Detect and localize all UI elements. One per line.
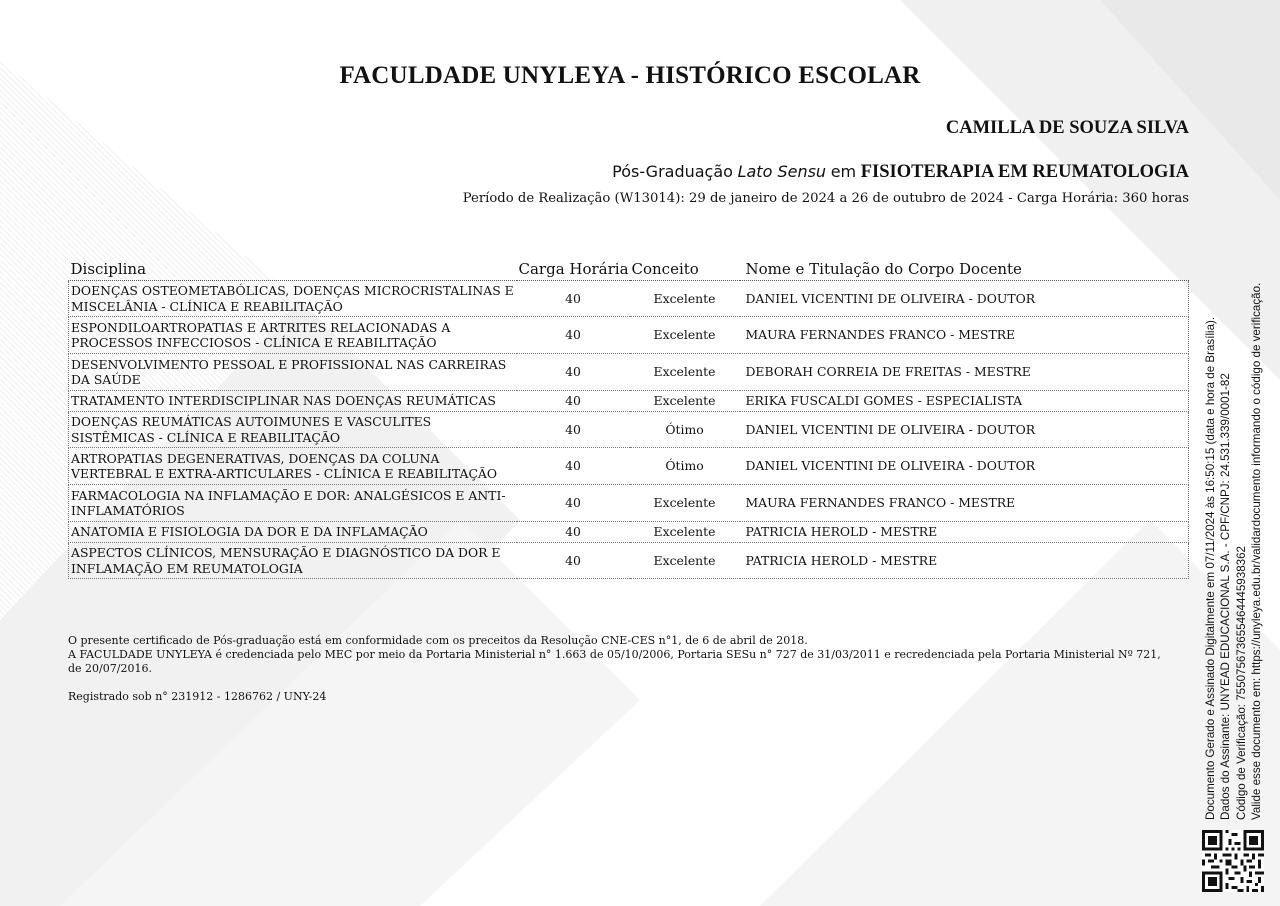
column-header-disciplina: Disciplina <box>69 256 517 281</box>
resolution-statement: O presente certificado de Pós-graduação está em conformidade com os preceitos da Resolução CNE-CES n°1, de 6 de abril de 2018. <box>68 634 808 647</box>
legal-footer <box>68 634 1168 704</box>
cell-carga-horaria: 40 <box>517 543 630 579</box>
table-row <box>69 522 1189 543</box>
grades-table <box>68 256 1189 579</box>
table-row <box>69 354 1189 391</box>
cell-docente: DEBORAH CORREIA DE FREITAS - MESTRE <box>740 354 1189 391</box>
cell-carga-horaria: 40 <box>517 448 630 485</box>
accreditation-statement: A FACULDADE UNYLEYA é credenciada pelo MEC por meio da Portaria Ministerial n° 1.663 de 05/10/2006, Portaria SESu n° 727 de 31/03/2011 e recredenciada pela Portaria Ministerial Nº 721, de 20/07/2016. <box>68 648 1161 675</box>
course-name: FISIOTERAPIA EM REUMATOLOGIA <box>860 162 1189 182</box>
table-row <box>69 281 1189 317</box>
cell-docente: MAURA FERNANDES FRANCO - MESTRE <box>740 317 1189 354</box>
column-header-conceito: Conceito <box>630 256 740 281</box>
signature-line-generated: Documento Gerado e Assinado Digitalmente em 07/11/2024 às 16:50:15 (data e hora de Brasília). <box>1204 316 1217 820</box>
cell-carga-horaria: 40 <box>517 522 630 543</box>
signature-line-verification-code: Código de Verificação: 755075673655464445938362 <box>1234 546 1248 820</box>
cell-disciplina: FARMACOLOGIA NA INFLAMAÇÃO E DOR: ANALGÉSICOS E ANTI-INFLAMATÓRIOS <box>69 485 517 522</box>
cell-docente: DANIEL VICENTINI DE OLIVEIRA - DOUTOR <box>740 448 1189 485</box>
course-em: em <box>830 162 857 181</box>
cell-docente: PATRICIA HEROLD - MESTRE <box>740 543 1189 579</box>
cell-docente: DANIEL VICENTINI DE OLIVEIRA - DOUTOR <box>740 412 1189 448</box>
table-row <box>69 391 1189 412</box>
course-lato-sensu: Lato Sensu <box>737 162 827 181</box>
course-line <box>612 162 1189 183</box>
table-row <box>69 485 1189 522</box>
qr-code-icon[interactable] <box>1202 830 1264 892</box>
cell-carga-horaria: 40 <box>517 412 630 448</box>
cell-conceito: Excelente <box>630 543 740 579</box>
cell-conceito: Excelente <box>630 391 740 412</box>
table-header-row <box>69 256 1189 281</box>
cell-conceito: Excelente <box>630 317 740 354</box>
cell-carga-horaria: 40 <box>517 485 630 522</box>
cell-conceito: Excelente <box>630 522 740 543</box>
table-row <box>69 448 1189 485</box>
signature-line-signer: Dados do Assinante: UNYEAD EDUCACIONAL S.A. - CPF/CNPJ: 24.531.339/0001-82 <box>1219 373 1233 820</box>
cell-conceito: Ótimo <box>630 448 740 485</box>
column-header-carga-horaria: Carga Horária <box>517 256 630 281</box>
cell-disciplina: ANATOMIA E FISIOLOGIA DA DOR E DA INFLAMAÇÃO <box>69 522 517 543</box>
course-prefix: Pós-Graduação <box>612 162 733 181</box>
registration-number: Registrado sob n° 231912 - 1286762 / UNY-24 <box>68 690 327 703</box>
cell-docente: ERIKA FUSCALDI GOMES - ESPECIALISTA <box>740 391 1189 412</box>
cell-disciplina: DESENVOLVIMENTO PESSOAL E PROFISSIONAL NAS CARREIRAS DA SAÚDE <box>69 354 517 391</box>
document-title: FACULDADE UNYLEYA - HISTÓRICO ESCOLAR <box>339 62 921 89</box>
cell-carga-horaria: 40 <box>517 317 630 354</box>
cell-docente: PATRICIA HEROLD - MESTRE <box>740 522 1189 543</box>
cell-disciplina: ESPONDILOARTROPATIAS E ARTRITES RELACIONADAS A PROCESSOS INFECCIOSOS - CLÍNICA E REABILITAÇÃO <box>69 317 517 354</box>
cell-carga-horaria: 40 <box>517 354 630 391</box>
cell-conceito: Ótimo <box>630 412 740 448</box>
table-row <box>69 543 1189 579</box>
table-row <box>69 317 1189 354</box>
cell-conceito: Excelente <box>630 354 740 391</box>
cell-docente: MAURA FERNANDES FRANCO - MESTRE <box>740 485 1189 522</box>
course-period: Período de Realização (W13014): 29 de janeiro de 2024 a 26 de outubro de 2024 - Carga Horária: 360 horas <box>462 191 1189 206</box>
cell-carga-horaria: 40 <box>517 391 630 412</box>
cell-docente: DANIEL VICENTINI DE OLIVEIRA - DOUTOR <box>740 281 1189 317</box>
cell-disciplina: ASPECTOS CLÍNICOS, MENSURAÇÃO E DIAGNÓSTICO DA DOR E INFLAMAÇÃO EM REUMATOLOGIA <box>69 543 517 579</box>
cell-disciplina: TRATAMENTO INTERDISCIPLINAR NAS DOENÇAS REUMÁTICAS <box>69 391 517 412</box>
cell-disciplina: ARTROPATIAS DEGENERATIVAS, DOENÇAS DA COLUNA VERTEBRAL E EXTRA-ARTICULARES - CLÍNICA E REABILITAÇÃO <box>69 448 517 485</box>
cell-conceito: Excelente <box>630 281 740 317</box>
cell-disciplina: DOENÇAS REUMÁTICAS AUTOIMUNES E VASCULITES SISTÊMICAS - CLÍNICA E REABILITAÇÃO <box>69 412 517 448</box>
signature-line-validation-url[interactable]: Valide esse documento em: https://unyleya.edu.br/validardocumento informando o código de verificação. <box>1249 282 1263 820</box>
cell-carga-horaria: 40 <box>517 281 630 317</box>
column-header-docente: Nome e Titulação do Corpo Docente <box>740 256 1189 281</box>
cell-disciplina: DOENÇAS OSTEOMETABÓLICAS, DOENÇAS MICROCRISTALINAS E MISCELÂNIA - CLÍNICA E REABILITAÇÃO <box>69 281 517 317</box>
student-name: CAMILLA DE SOUZA SILVA <box>945 118 1189 138</box>
table-row <box>69 412 1189 448</box>
cell-conceito: Excelente <box>630 485 740 522</box>
